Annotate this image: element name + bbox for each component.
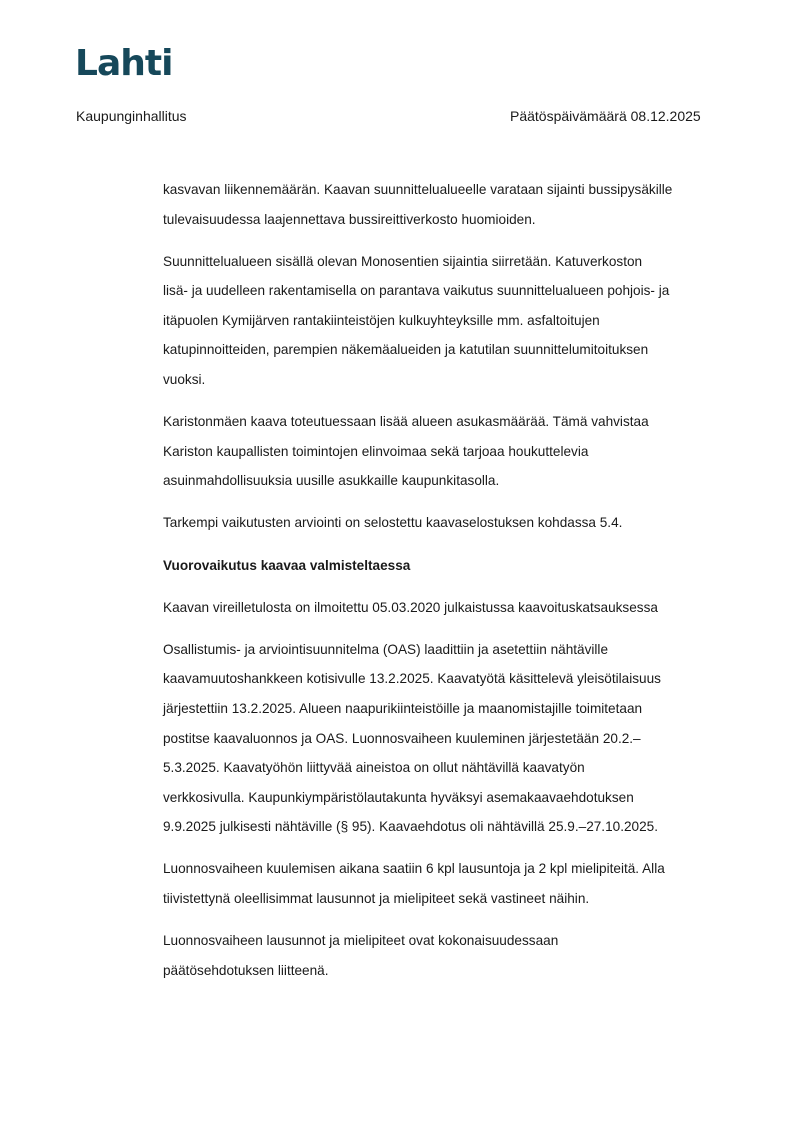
text-line: Suunnittelualueen sisällä olevan Monosentien sijaintia siirretään. Katuverkoston bbox=[163, 253, 643, 269]
department-name: Kaupunginhallitus bbox=[76, 108, 187, 124]
paragraph bbox=[163, 635, 763, 842]
text-line: Kaavan vireilletulosta on ilmoitettu 05.03.2020 julkaistussa kaavoituskatsauksessa bbox=[163, 599, 658, 615]
paragraph bbox=[163, 247, 763, 395]
text-line: Luonnosvaiheen kuulemisen aikana saatiin 6 kpl lausuntoja ja 2 kpl mielipiteitä. Alla bbox=[163, 861, 665, 877]
decision-date: Päätöspäivämäärä 08.12.2025 bbox=[510, 108, 701, 124]
text-line: Tarkempi vaikutusten arviointi on selostettu kaavaselostuksen kohdassa 5.4. bbox=[163, 515, 623, 531]
text-line: päätösehdotuksen liitteenä. bbox=[163, 962, 329, 978]
text-line: Osallistumis- ja arviointisuunnitelma (OAS) laadittiin ja asetettiin nähtäville bbox=[163, 641, 609, 657]
heading-text: Vuorovaikutus kaavaa valmisteltaessa bbox=[163, 557, 411, 573]
text-line: vuoksi. bbox=[163, 372, 206, 388]
text-line: asuinmahdollisuuksia uusille asukkaille kaupunkitasolla. bbox=[163, 473, 500, 489]
text-line: kasvavan liikennemäärän. Kaavan suunnittelualueelle varataan sijainti bussipysäkille bbox=[163, 182, 673, 197]
paragraph bbox=[163, 508, 763, 538]
paragraph bbox=[163, 175, 763, 234]
text-line: verkkosivulla. Kaupunkiympäristölautakunta hyväksyi asemakaavaehdotuksen bbox=[163, 789, 634, 805]
text-line: katupinnoitteiden, parempien näkemäalueiden ja katutilan suunnittelumitoituksen bbox=[163, 342, 649, 358]
text-line: Karistonmäen kaava toteutuessaan lisää alueen asukasmäärää. Tämä vahvistaa bbox=[163, 414, 649, 430]
text-line: lisä- ja uudelleen rakentamisella on parantava vaikutus suunnittelualueen pohjois- ja bbox=[163, 283, 670, 299]
paragraph bbox=[163, 407, 763, 496]
lahti-logo: Lahti bbox=[75, 43, 173, 84]
paragraph bbox=[163, 926, 763, 985]
text-line: kaavamuutoshankkeen kotisivulle 13.2.2025. Kaavatyötä käsittelevä yleisötilaisuus bbox=[163, 671, 661, 687]
text-line: Kariston kaupallisten toimintojen elinvoimaa sekä tarjoaa houkuttelevia bbox=[163, 443, 589, 459]
text-line: tulevaisuudessa laajennettava bussireittiverkosto huomioiden. bbox=[163, 211, 536, 227]
text-line: itäpuolen Kymijärven rantakiinteistöjen kulkuyhteyksille mm. asfaltoitujen bbox=[163, 312, 600, 328]
text-line: 5.3.2025. Kaavatyöhön liittyvää aineistoa on ollut nähtävillä kaavatyön bbox=[163, 760, 585, 776]
section-heading bbox=[163, 551, 763, 581]
paragraph bbox=[163, 854, 763, 913]
paragraph bbox=[163, 593, 763, 623]
text-line: tiivistettynä oleellisimmat lausunnot ja mielipiteet sekä vastineet näihin. bbox=[163, 890, 590, 906]
document-body bbox=[163, 175, 763, 998]
text-line: 9.9.2025 julkisesti nähtäville (§ 95). Kaavaehdotus oli nähtävillä 25.9.–27.10.2025. bbox=[163, 819, 659, 835]
text-line: Luonnosvaiheen lausunnot ja mielipiteet ovat kokonaisuudessaan bbox=[163, 933, 559, 949]
text-line: järjestettiin 13.2.2025. Alueen naapurikiinteistöille ja maanomistajille toimitetaan bbox=[163, 700, 643, 716]
text-line: postitse kaavaluonnos ja OAS. Luonnosvaiheen kuuleminen järjestetään 20.2.– bbox=[163, 730, 641, 746]
